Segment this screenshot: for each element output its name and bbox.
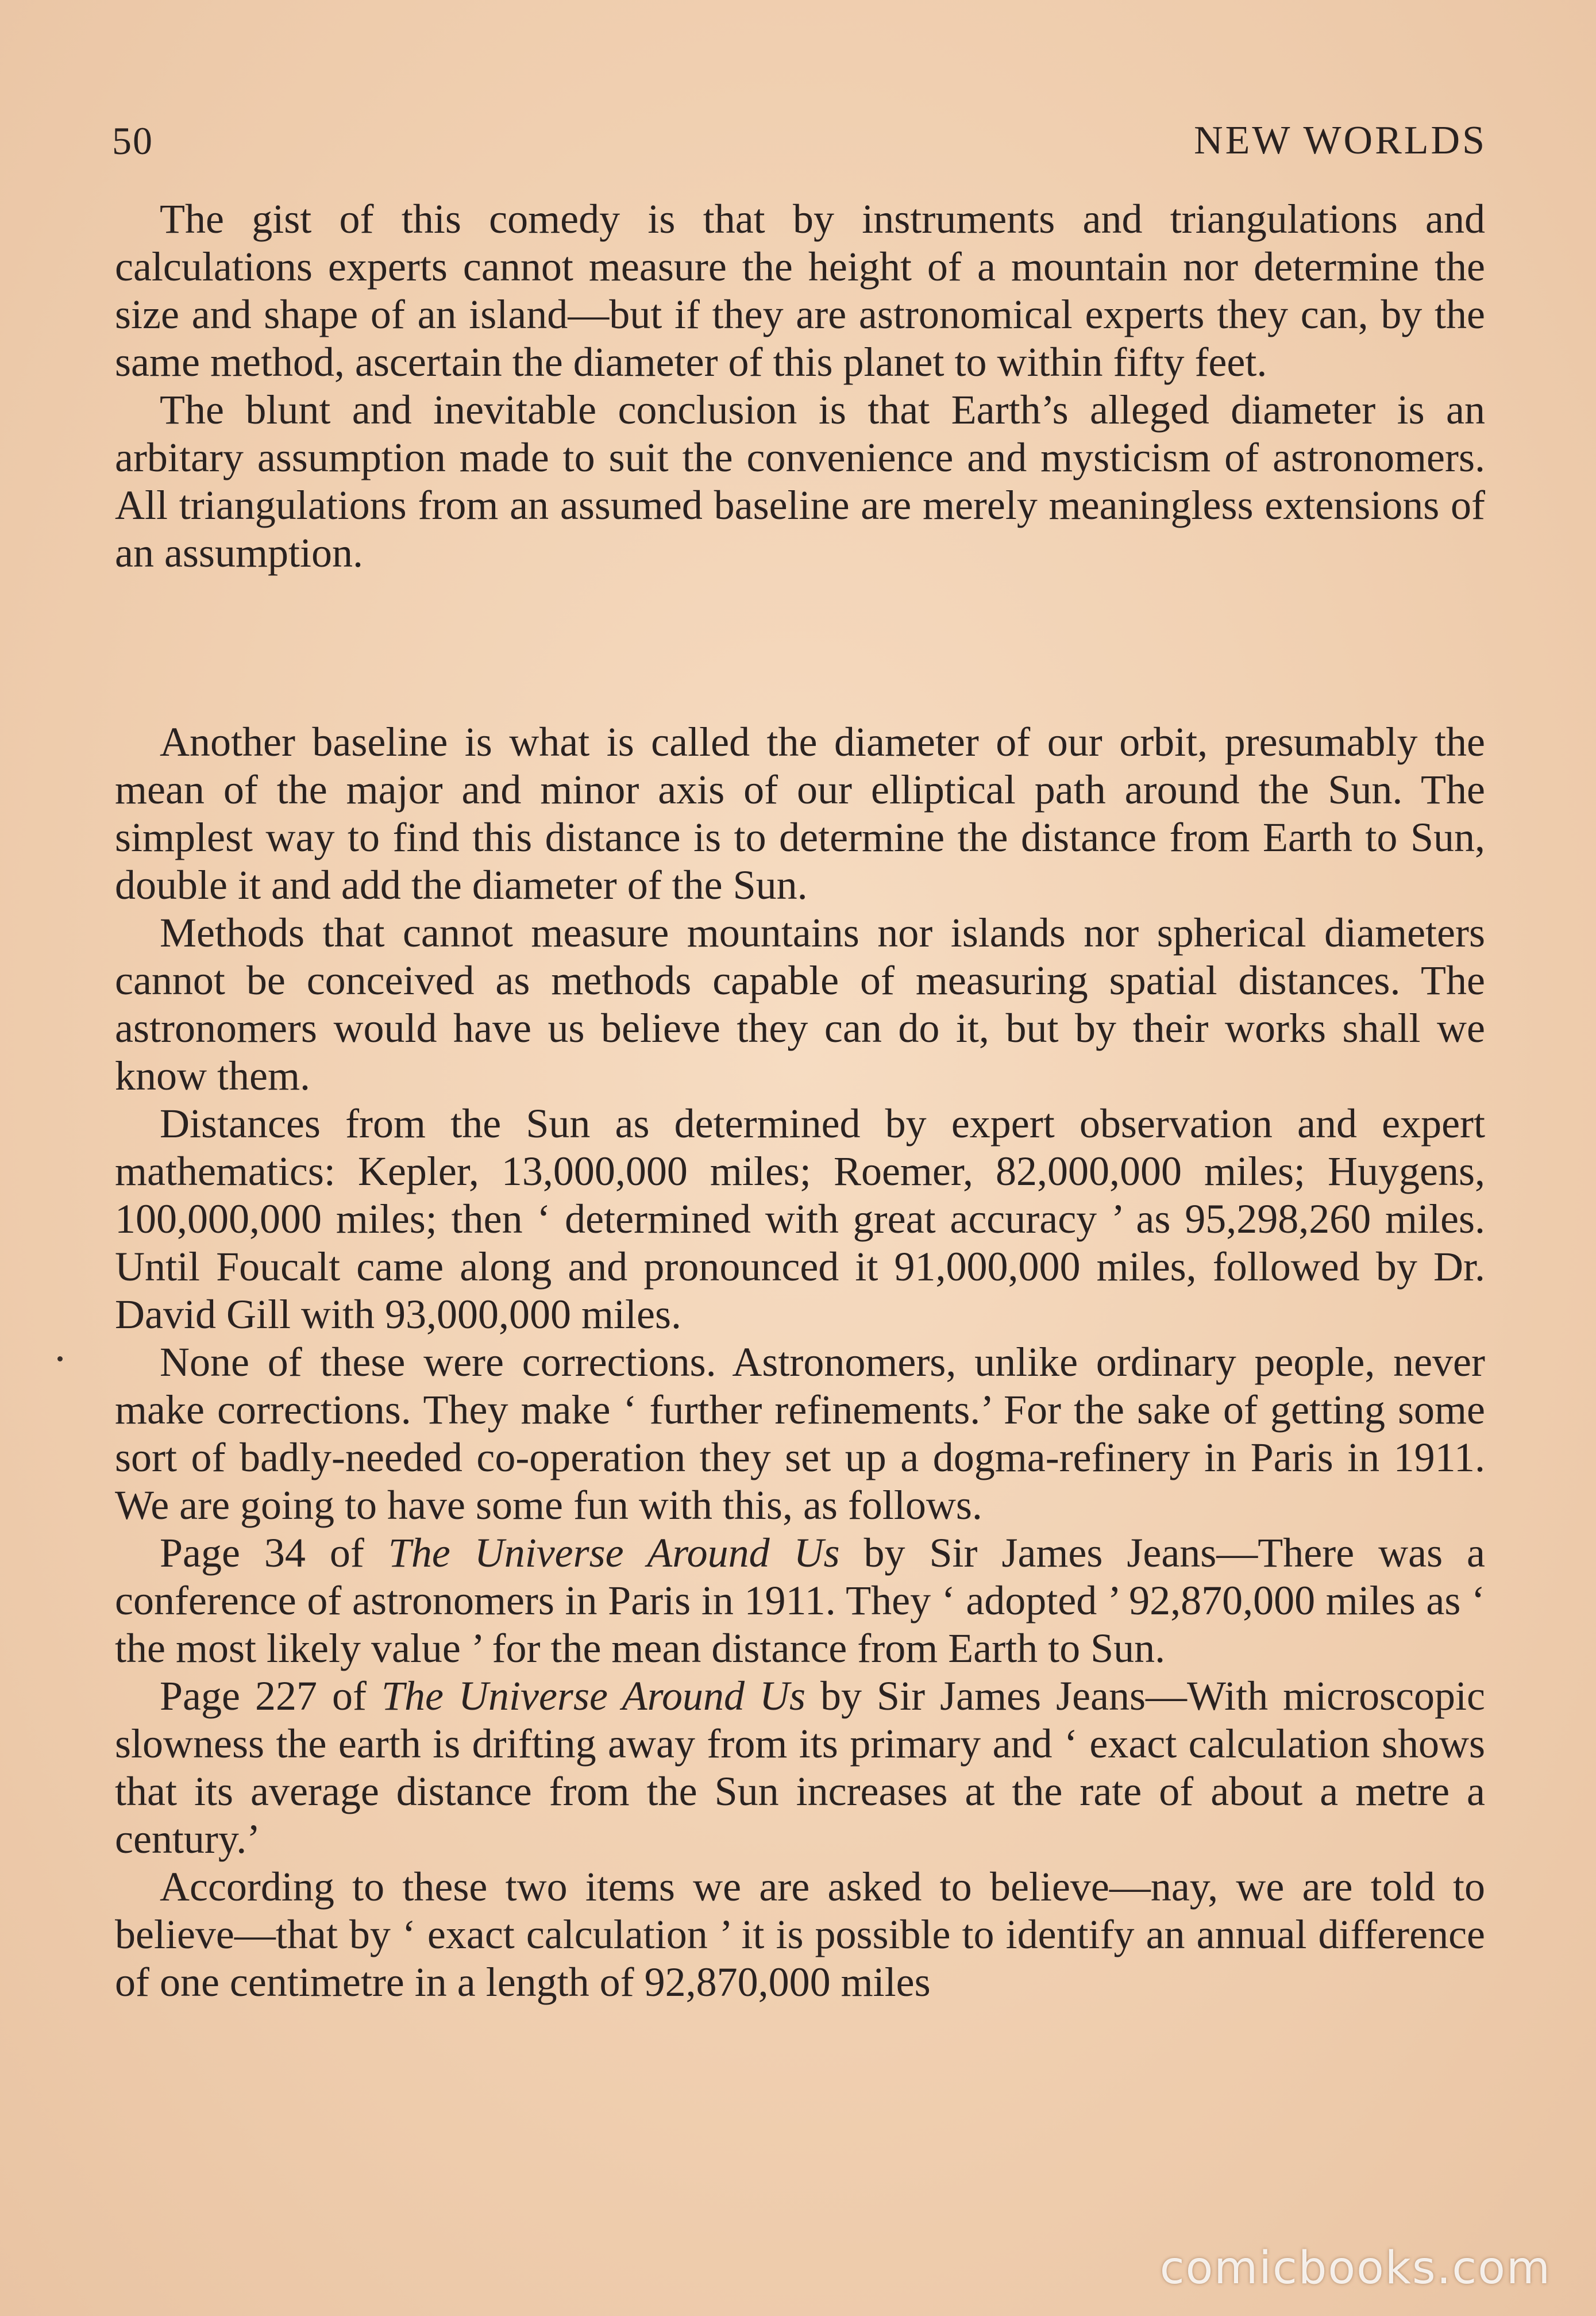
paragraph-jeans-page-34 <box>115 1529 1485 1672</box>
book-title: The Universe Around Us <box>381 1673 806 1719</box>
paragraph: None of these were corrections. Astronomers, unlike ordinary people, never make corrections. They make ‘ further refinements.’ For the sake of getting some sort of badly-needed co-operation they set up a dogma-refinery in Paris in 1911. We are going to have some fun with this, as follows. <box>115 1339 1485 1528</box>
book-title: The Universe Around Us <box>388 1530 840 1576</box>
citation-prefix: Page 34 of <box>160 1530 388 1576</box>
citation-text: by Sir James Jeans—With microscopic slowness the earth is drifting away from its primary and ‘ exact calculation shows that its average distance from the Sun increases at the rate of about a metre a century.’ <box>115 1673 1486 1862</box>
page-number: 50 <box>112 119 153 163</box>
citation-text: by Sir James Jeans—There was a conference of astronomers in Paris in 1911. They ‘ adopted ’ 92,870,000 miles as ‘ the most likely value ’ for the mean distance from Earth to Sun. <box>115 1530 1485 1671</box>
running-title: NEW WORLDS <box>1194 118 1487 163</box>
paragraph: Another baseline is what is called the diameter of our orbit, presumably the mean of the major and minor axis of our elliptical path around the Sun. The simplest way to find this distance is to determine the distance from Earth to Sun, double it and add the diameter of the Sun. <box>115 719 1485 908</box>
text-section-2 <box>115 718 1485 2006</box>
citation-prefix: Page 227 of <box>160 1673 381 1719</box>
paragraph: The gist of this comedy is that by instruments and triangulations and calculations experts cannot measure the height of a mountain nor determine the size and shape of an island—but if they are astronomical experts they can, by the same method, ascertain the diameter of this planet to within fifty feet. <box>115 196 1485 385</box>
margin-dot <box>57 1356 63 1361</box>
text-section-1 <box>115 195 1485 577</box>
paragraph-jeans-page-227 <box>115 1672 1485 1863</box>
running-head <box>112 101 1487 164</box>
paragraph: The blunt and inevitable conclusion is that Earth’s alleged diameter is an arbitary assumption made to suit the convenience and mysticism of astronomers. All triangulations from an assumed baseline are merely meaningless extensions of an assumption. <box>115 387 1485 576</box>
paragraph: Distances from the Sun as determined by expert observation and expert mathematics: Kepler, 13,000,000 miles; Roemer, 82,000,000 miles; Huygens, 100,000,000 miles; then ‘ determined with great accuracy ’ as 95,298,260 miles. Until Foucalt came along and pronounced it 91,000,000 miles, followed by Dr. David Gill with 93,000,000 miles. <box>115 1101 1485 1337</box>
watermark: comicbooks.com <box>1159 2242 1551 2294</box>
paragraph: Methods that cannot measure mountains nor islands nor spherical diameters cannot be conceived as methods capable of measuring spatial distances. The astronomers would have us believe they can do it, but by their works shall we know them. <box>115 910 1485 1099</box>
paragraph-final: According to these two items we are asked to believe—nay, we are told to believe—that by ‘ exact calculation ’ it is possible to identify an annual difference of one centimetre in a length of 92,870,000 miles <box>115 1864 1485 2005</box>
